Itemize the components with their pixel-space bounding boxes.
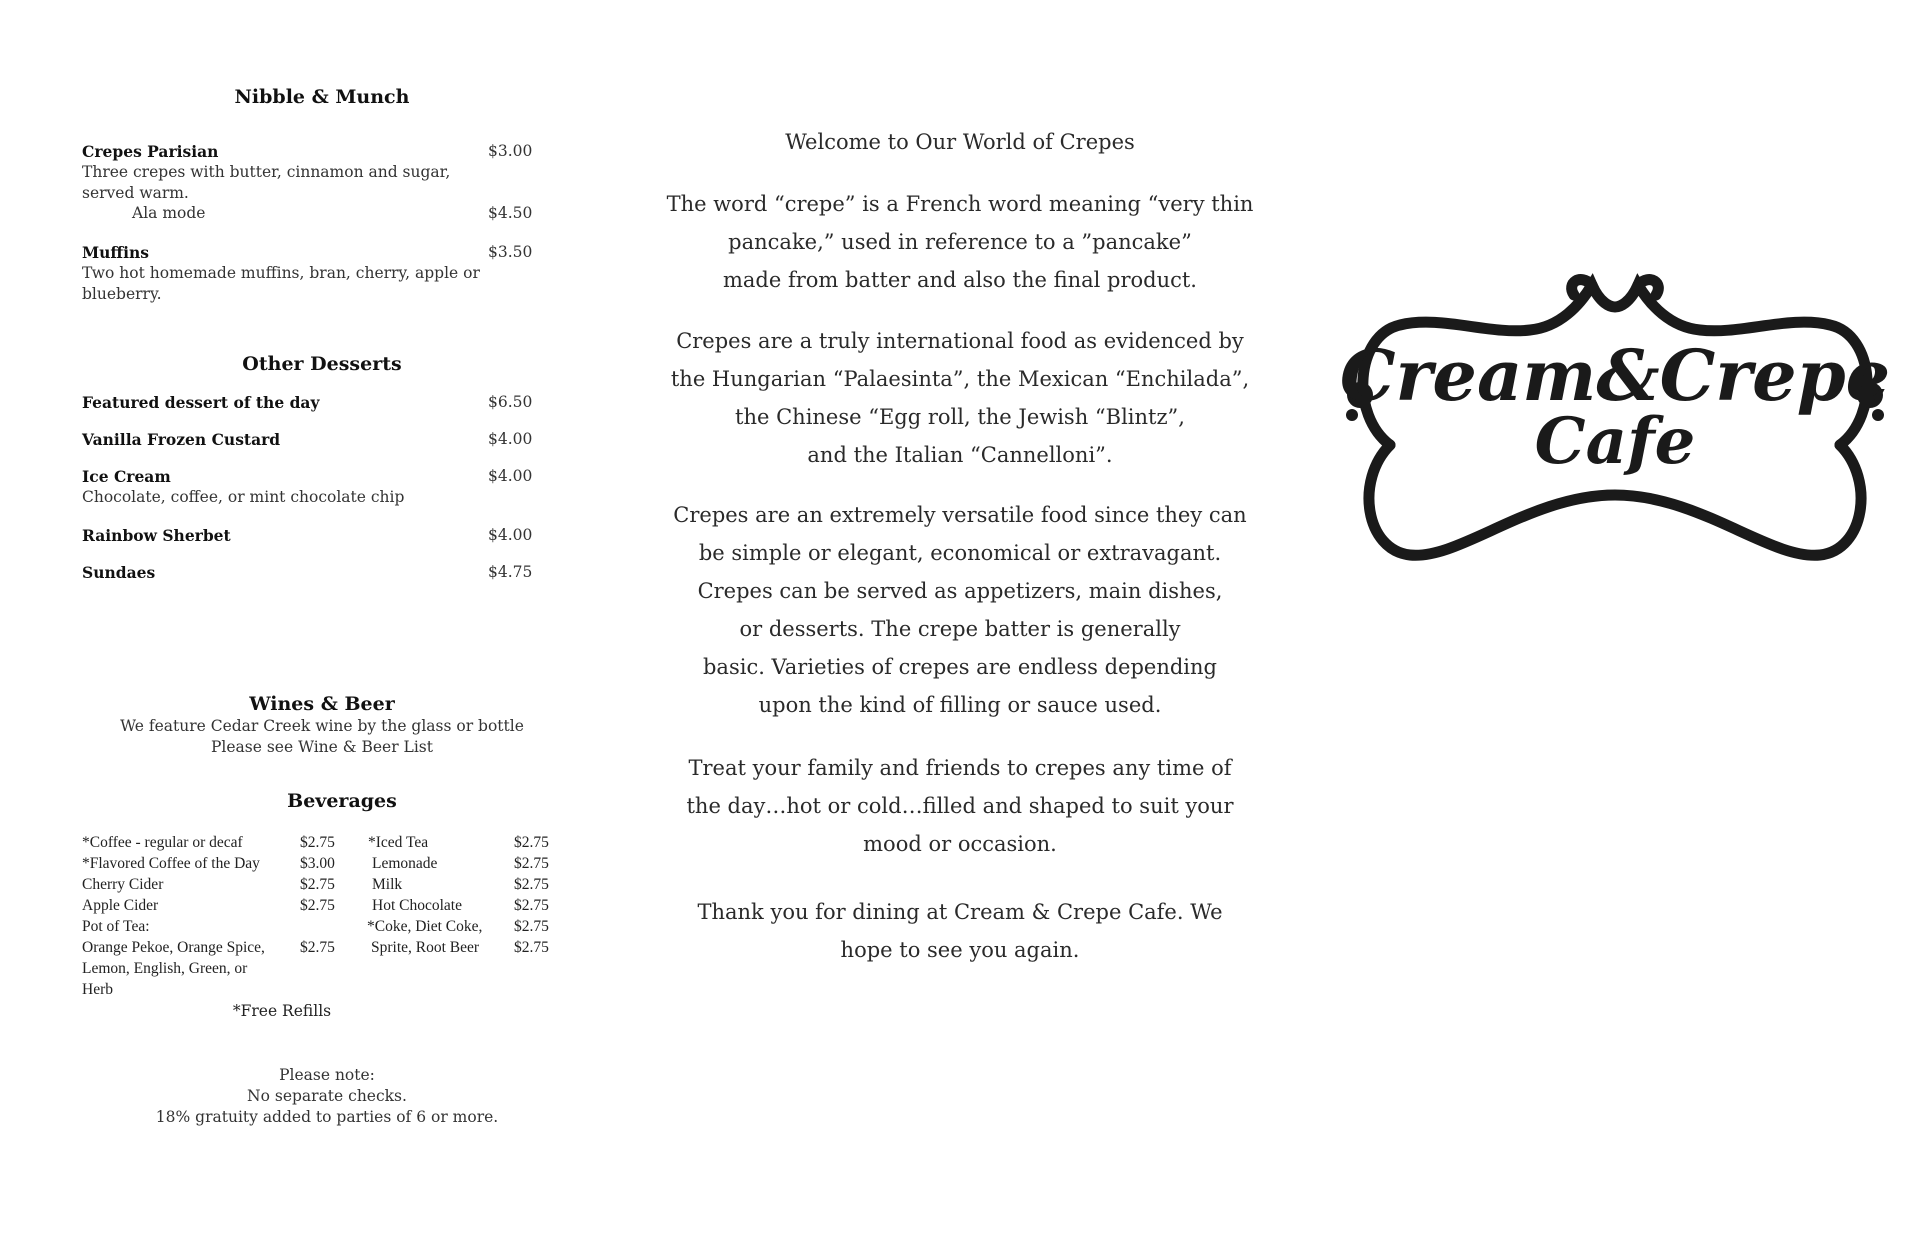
item-price: $3.50 xyxy=(488,243,533,261)
item-description: Three crepes with butter, cinnamon and sugar, served warm. xyxy=(82,163,451,202)
list-item xyxy=(82,430,562,450)
logo-line-1: Cream&Crepe xyxy=(1339,334,1891,417)
item-price: $4.00 xyxy=(488,430,533,448)
bev-name: Pot of Tea: xyxy=(82,918,150,935)
bev-price: $2.75 xyxy=(300,939,335,956)
bev-name: *Coke, Diet Coke, xyxy=(367,918,483,935)
bev-price: $3.00 xyxy=(300,855,335,872)
free-refills-note: *Free Refills xyxy=(232,1002,332,1020)
bev-name: Apple Cider xyxy=(82,897,159,914)
ala-mode-price: $4.50 xyxy=(488,204,533,222)
list-item xyxy=(82,563,562,583)
item-price: $4.00 xyxy=(488,526,533,544)
list-item xyxy=(82,393,562,413)
item-name: Ice Cream xyxy=(82,467,171,486)
bev-name: Milk xyxy=(372,876,403,893)
item-price: $3.00 xyxy=(488,142,533,160)
bev-name: Herb xyxy=(82,981,113,998)
welcome-paragraph-2: Crepes are a truly international food as evidenced by the Hungarian “Palaesinta”, the Mexican “Enchilada”, the Chinese “Egg roll, the Jewish “Blintz”, and the Italian “Cannelloni”. xyxy=(670,329,1250,467)
bev-price: $2.75 xyxy=(514,897,549,914)
bev-name: *Iced Tea xyxy=(368,834,429,851)
item-name: Featured dessert of the day xyxy=(82,393,320,412)
logo-line-2: Cafe xyxy=(1534,404,1696,479)
item-description: Chocolate, coffee, or mint chocolate chip xyxy=(82,488,405,506)
note-line-1: Please note: xyxy=(279,1066,375,1084)
bev-price: $2.75 xyxy=(300,876,335,893)
bev-price: $2.75 xyxy=(514,876,549,893)
item-name: Sundaes xyxy=(82,563,156,582)
wines-line-2: Please see Wine & Beer List xyxy=(210,738,433,756)
logo-frame xyxy=(1330,265,1900,565)
crepes-parisian-item xyxy=(82,142,562,224)
bev-name: Lemon, English, Green, or xyxy=(82,960,248,977)
wines-line-1: We feature Cedar Creek wine by the glass or bottle xyxy=(120,717,524,735)
bev-price: $2.75 xyxy=(514,939,549,956)
bev-name: *Flavored Coffee of the Day xyxy=(82,855,260,872)
ala-mode-label: Ala mode xyxy=(132,204,206,222)
list-item xyxy=(82,526,562,546)
bev-price: $2.75 xyxy=(514,918,549,935)
item-name: Vanilla Frozen Custard xyxy=(82,430,281,449)
bev-name: Lemonade xyxy=(372,855,438,872)
item-price: $4.00 xyxy=(488,467,533,485)
bev-name: Sprite, Root Beer xyxy=(371,939,480,956)
note-line-2: No separate checks. xyxy=(247,1087,407,1105)
item-description: Two hot homemade muffins, bran, cherry, apple or blueberry. xyxy=(82,264,480,303)
bev-name: *Coffee - regular or decaf xyxy=(82,834,243,851)
bev-price: $2.75 xyxy=(300,897,335,914)
item-price: $6.50 xyxy=(488,393,533,411)
bev-name: Hot Chocolate xyxy=(372,897,462,914)
welcome-paragraph-4: Treat your family and friends to crepes any time of the day…hot or cold…filled and shaped to suit your mood or occasion. xyxy=(686,756,1234,856)
bev-name: Orange Pekoe, Orange Spice, xyxy=(82,939,265,956)
muffins-item xyxy=(82,243,562,305)
bev-price: $2.75 xyxy=(514,855,549,872)
item-name: Rainbow Sherbet xyxy=(82,526,231,545)
other-desserts-title: Other Desserts xyxy=(242,353,402,375)
item-price: $4.75 xyxy=(488,563,533,581)
bev-name: Cherry Cider xyxy=(82,876,164,893)
bev-price: $2.75 xyxy=(514,834,549,851)
welcome-title: Welcome to Our World of Crepes xyxy=(785,130,1135,154)
nibble-munch-title: Nibble & Munch xyxy=(234,86,410,108)
note-line-3: 18% gratuity added to parties of 6 or more. xyxy=(155,1108,499,1126)
item-name: Crepes Parisian xyxy=(82,142,219,161)
welcome-paragraph-5: Thank you for dining at Cream & Crepe Cafe. We hope to see you again. xyxy=(697,900,1223,962)
welcome-paragraph-1: The word “crepe” is a French word meaning “very thin pancake,” used in reference to a ”pancake” made from batter and also the final product. xyxy=(666,192,1254,292)
item-name: Muffins xyxy=(82,243,150,262)
welcome-paragraph-3: Crepes are an extremely versatile food since they can be simple or elegant, economical or extravagant. Crepes can be served as appetizers, main dishes, or desserts. The crepe batter is generally basic. Varieties of crepes are endless depending upon the kind of filling or sauce used. xyxy=(673,503,1247,717)
list-item xyxy=(82,467,562,508)
cream-crepe-cafe-logo xyxy=(1330,265,1900,565)
wines-beer-title: Wines & Beer xyxy=(249,693,395,715)
bev-price: $2.75 xyxy=(300,834,335,851)
beverages-title: Beverages xyxy=(287,790,397,812)
